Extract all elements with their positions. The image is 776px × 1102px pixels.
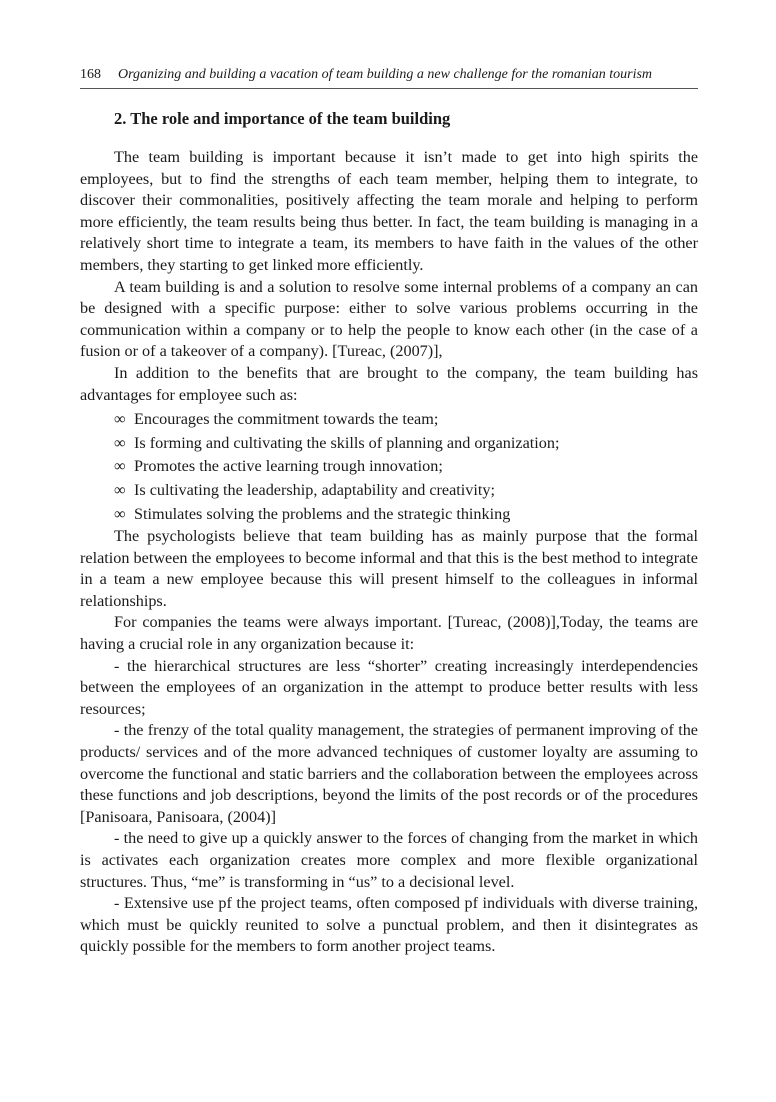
infinity-bullet-icon: ∞ (114, 504, 126, 523)
running-header (80, 66, 698, 89)
infinity-bullet-icon: ∞ (114, 433, 126, 452)
paragraph-importance: The team building is important because it isn’t made to get into high spirits the employees, but to find the strengths of each team member, helping them to integrate, to discover their commonalities, positively affecting the team morale and helping to perform more efficiently, the team results being thus better. In fact, the team building is managing in a relatively short time to integrate a team, its members to have faith in the values of the other members, they starting to get linked more efficiently. (80, 148, 698, 274)
paragraph-advantages-intro: In addition to the benefits that are brought to the company, the team building has advantages for employee such as: (80, 363, 698, 404)
infinity-bullet-icon: ∞ (114, 480, 126, 499)
list-item: ∞ Is forming and cultivating the skills of planning and organization; (114, 432, 698, 456)
paragraph-solution: A team building is and a solution to resolve some internal problems of a company an can be designed with a specific purpose: either to solve various problems occurring in the communication within a company or to help the people to know each other (in the case of a fusion or of a takeover of a company). [Tureac, (2007)], (80, 277, 698, 361)
list-item: ∞ Stimulates solving the problems and the strategic thinking (114, 503, 698, 527)
running-title: Organizing and building a vacation of team building a new challenge for the romanian tourism (118, 67, 653, 82)
infinity-bullet-icon: ∞ (114, 457, 126, 476)
list-item: ∞ Promotes the active learning trough innovation; (114, 455, 698, 479)
list-item: ∞ Encourages the commitment towards the team; (114, 408, 698, 432)
paragraph-market-forces: - the need to give up a quickly answer to the forces of changing from the market in which is activates each organization creates more complex and more flexible organizational structures. Thus, “me” is transforming in “us” to a decisional level. (80, 829, 698, 891)
infinity-bullet-icon: ∞ (114, 410, 126, 429)
list-item: ∞ Is cultivating the leadership, adaptability and creativity; (114, 479, 698, 503)
page (80, 66, 698, 958)
paragraph-psychologists: The psychologists believe that team building has as mainly purpose that the formal relation between the employees to become informal and that this is the best method to integrate in a team a new employee because this will present himself to the colleagues in informal relationships. (80, 527, 698, 610)
paragraph-quality-management: - the frenzy of the total quality management, the strategies of permanent improving of the products/ services and of the more advanced techniques of customer loyalty are assuming to overcome the functional and static barriers and the collaboration between the employees across these functions and job descriptions, beyond the limits of the post records or of the procedures [Panisoara, Panisoara, (2004)] (80, 721, 698, 826)
benefits-list (80, 408, 698, 526)
paragraph-companies: For companies the teams were always important. [Tureac, (2008)],Today, the teams are having a crucial role in any organization because it: (80, 613, 698, 654)
paragraph-project-teams: - Extensive use pf the project teams, often composed pf individuals with diverse training, which must be quickly reunited to solve a punctual problem, and then it disintegrates as quickly possible for the members to form another project teams. (80, 894, 698, 956)
section-heading: 2. The role and importance of the team building (114, 109, 451, 128)
paragraph-hierarchical: - the hierarchical structures are less “shorter” creating increasingly interdependencies between the employees of an organization in the attempt to produce better results with less resources; (80, 656, 698, 718)
page-number: 168 (80, 67, 101, 82)
